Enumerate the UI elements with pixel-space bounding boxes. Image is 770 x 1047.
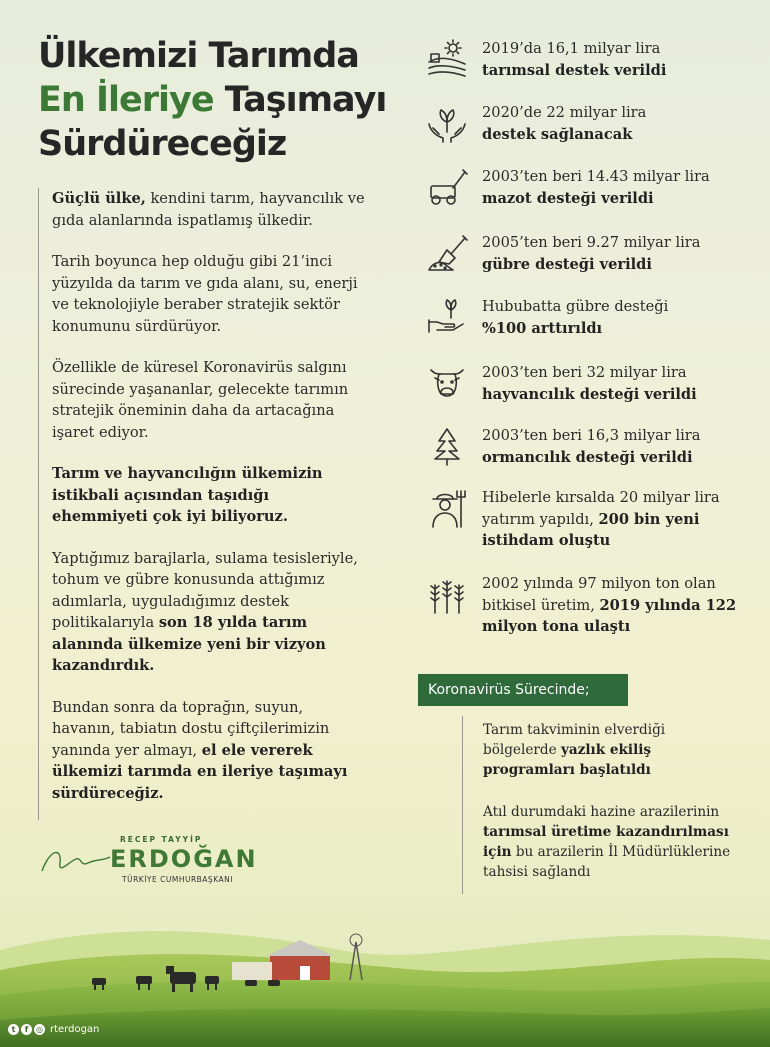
paragraph-4	[52, 463, 368, 528]
social-handle[interactable]: rterdogan	[50, 1024, 100, 1035]
stat-7-text: 2003’ten beri 16,3 milyar lira	[482, 427, 701, 444]
signature-last-name: ERDOĞAN	[110, 845, 258, 873]
page-title	[38, 34, 398, 166]
stat-4-bold: gübre desteği verildi	[482, 255, 652, 273]
paragraph-6-text: Bundan sonra da toprağın, suyun, havanın, tabiatın dostu çiftçilerimizin yanında yer almayı,	[52, 698, 330, 759]
stat-1-text: 2019’da 16,1 milyar lira	[482, 40, 661, 57]
hands-plant-icon	[425, 102, 469, 146]
stat-8-text: Hibelerle kırsalda 20 milyar lira yatırım yapıldı,	[482, 489, 720, 528]
intro-text-column	[38, 188, 368, 820]
cow-icon	[425, 362, 469, 406]
corona-paragraph-2	[483, 802, 742, 882]
stat-4-text: 2005’ten beri 9.27 milyar lira	[482, 234, 701, 251]
stat-1-bold: tarımsal destek verildi	[482, 61, 667, 79]
paragraph-6-bold: el ele vererek ülkemizi tarımda en ileriye taşımayı sürdüreceğiz.	[52, 741, 348, 802]
signature-first-name: RECEP TAYYİP	[120, 835, 203, 844]
stat-5-bold: %100 arttırıldı	[482, 319, 603, 337]
paragraph-1	[52, 188, 368, 231]
title-line-2-rest: Taşımayı	[213, 80, 387, 120]
stat-3-text: 2003’ten beri 14.43 milyar lira	[482, 168, 710, 185]
stat-5-text: Hububatta gübre desteği	[482, 298, 669, 315]
paragraph-3: Özellikle de küresel Koronavirüs salgını sürecinde yaşananlar, gelecekte tarımın stratejik öneminin daha da artacağına işaret ediyor.	[52, 359, 349, 441]
stat-9-bold: 2019 yılında 122 milyon tona ulaştı	[482, 596, 737, 635]
stat-7-bold: ormancılık desteği verildi	[482, 448, 693, 466]
tree-icon	[425, 425, 469, 469]
title-line-2	[38, 78, 398, 122]
corona-badge: Koronavirüs Sürecinde;	[418, 674, 628, 706]
shovel-fertilizer-icon	[425, 232, 469, 276]
corona-paragraph-1	[483, 720, 742, 780]
farm-landscape-illustration	[0, 910, 770, 1047]
paragraph-4-bold: Tarım ve hayvancılığın ülkemizin istikbali açısından taşıdığı ehemmiyeti çok iyi biliyoruz.	[52, 465, 323, 525]
corona-p2-text-a: Atıl durumdaki hazine arazilerinin	[483, 804, 720, 820]
paragraph-5	[52, 548, 368, 677]
paragraph-5-bold: son 18 yılda tarım alanında ülkemize yeni bir vizyon kazandırdık.	[52, 614, 326, 674]
title-accent: En İleriye	[38, 80, 214, 120]
social-footer	[8, 1024, 99, 1035]
corona-text-box	[462, 716, 742, 894]
lawnmower-icon	[425, 166, 469, 210]
stat-6-bold: hayvancılık desteği verildi	[482, 385, 697, 403]
hand-seedling-icon	[425, 296, 469, 340]
corona-p1-text: Tarım takviminin elverdiği bölgelerde	[483, 722, 666, 758]
signature-role: TÜRKİYE CUMHURBAŞKANI	[122, 875, 233, 884]
stat-6-text: 2003’ten beri 32 milyar lira	[482, 364, 687, 381]
title-line-3: Sürdüreceğiz	[38, 124, 287, 164]
signature-block	[40, 835, 280, 895]
stat-2-text: 2020’de 22 milyar lira	[482, 104, 647, 121]
farmer-icon	[425, 487, 469, 531]
paragraph-6	[52, 697, 368, 805]
title-line-1: Ülkemizi Tarımda	[38, 36, 359, 76]
farm-sun-icon	[425, 38, 469, 82]
corona-p2-bold: tarımsal üretime kazandırılması için	[483, 824, 729, 860]
paragraph-2: Tarih boyunca hep olduğu gibi 21’inci yüzyılda da tarım ve gıda alanı, su, enerji ve teknolojiyle beraber stratejik sektör konumunu sürdürüyor.	[52, 253, 358, 335]
wheat-icon	[425, 573, 469, 617]
paragraph-1-text: kendini tarım, hayvancılık ve gıda alanlarında ispatlamış ülkedir.	[52, 190, 365, 229]
corona-p1-bold: yazlık ekiliş programları başlatıldı	[483, 742, 652, 778]
instagram-icon[interactable]: ◎	[34, 1024, 45, 1035]
paragraph-5-text: Yaptığımız barajlarla, sulama tesisleriyle, tohum ve gübre konusunda attığımız adımlarla, uyguladığımız destek politikalarıyla	[52, 549, 358, 631]
stat-3-bold: mazot desteği verildi	[482, 189, 654, 207]
paragraph-1-bold: Güçlü ülke,	[52, 190, 146, 207]
stat-2-bold: destek sağlanacak	[482, 125, 633, 143]
stat-9-text: 2002 yılında 97 milyon ton olan bitkisel üretim,	[482, 575, 716, 614]
stat-8-bold: 200 bin yeni istihdam oluştu	[482, 510, 700, 549]
twitter-icon[interactable]: t	[8, 1024, 19, 1035]
facebook-icon[interactable]: f	[21, 1024, 32, 1035]
corona-p2-text-b: bu arazilerin İl Müdürlüklerine tahsisi sağlandı	[483, 844, 731, 880]
